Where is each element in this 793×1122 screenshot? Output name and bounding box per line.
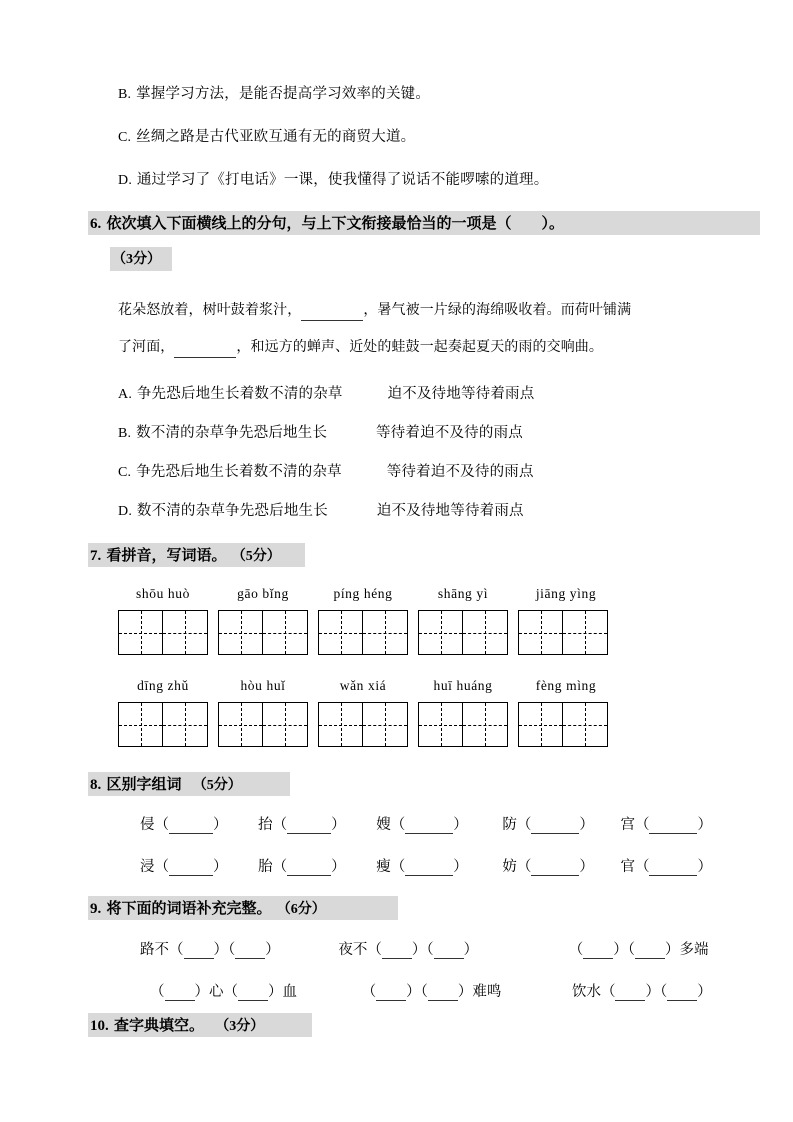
q8-blank[interactable]	[649, 817, 697, 834]
q7-pinyin-row1-3: píng héng	[333, 586, 393, 601]
q7-grid-cell[interactable]	[563, 611, 607, 654]
q6-option-a-col2: 迫不及待地等待着雨点	[387, 386, 535, 402]
question-8-sep: .	[97, 777, 102, 793]
q7-grid-cell[interactable]	[219, 703, 263, 746]
q5-option-d-text: 通过学习了《打电话》一课，使我懂得了说话不能啰嗦的道理。	[136, 172, 549, 188]
question-7-title: 看拼音，写词语。	[106, 546, 227, 564]
q9-idiom-1-pre: 路不	[140, 942, 169, 958]
q8-blank[interactable]	[405, 817, 453, 834]
q8-char: 嫂	[376, 817, 391, 833]
q9-blank[interactable]	[667, 984, 697, 1001]
q6-option-d-letter: D	[118, 504, 129, 519]
q6-option-c	[118, 460, 534, 481]
question-10-number: 10	[90, 1018, 105, 1034]
q5-option-c-letter: C	[118, 130, 128, 145]
q8-blank[interactable]	[405, 859, 453, 876]
q8-char: 防	[502, 817, 517, 833]
q7-grid-cell[interactable]	[163, 611, 207, 654]
q6-option-d-col1: 数不清的杂草争先恐后地生长	[136, 503, 328, 519]
q7-pinyin-row1-2: gāo bǐng	[237, 586, 289, 601]
q5-option-b	[118, 82, 430, 103]
q8-char: 侵	[140, 817, 155, 833]
q8-char: 宫	[620, 817, 635, 833]
q7-grid-row2-2[interactable]	[218, 702, 308, 747]
q6-option-c-letter: C	[118, 465, 128, 480]
q7-grid-cell[interactable]	[563, 703, 607, 746]
q9-idiom-4: （ ）心（ ）血	[150, 984, 297, 1000]
q7-pinyin-row2-1: dīng zhǔ	[137, 678, 189, 693]
q7-grid-row1-5[interactable]	[518, 610, 608, 655]
q9-idiom-6-pre: 饮水	[571, 984, 601, 1000]
q5-option-b-text: 掌握学习方法，是能否提高学习效率的关键。	[136, 86, 431, 102]
q9-idiom-6: 饮水（ ）（ ）	[571, 984, 712, 1000]
question-9-number: 9	[90, 901, 98, 917]
q8-item: 浸（ ）	[140, 859, 228, 875]
question-6-title: 依次填入下面横线上的分句，与上下文衔接最恰当的一项是（ ）。	[106, 214, 564, 232]
question-8-number: 8	[90, 777, 98, 793]
q6-passage-text-1b: ，暑气被一片绿的海绵吸收着。而荷叶铺满	[363, 302, 632, 318]
q8-item: 妨（ ）	[502, 859, 594, 875]
q9-idiom-5: （ ）（ ）难鸣	[361, 984, 502, 1000]
q6-passage-line-1	[118, 299, 631, 321]
q9-blank[interactable]	[635, 942, 665, 959]
q7-pinyin-row1-1: shōu huò	[136, 586, 190, 601]
q6-option-d-col2: 迫不及待地等待着雨点	[376, 503, 524, 519]
q6-option-c-col1: 争先恐后地生长着数不清的杂草	[136, 464, 342, 480]
question-9-score: （6分）	[276, 902, 326, 917]
q7-grid-cell[interactable]	[519, 611, 563, 654]
q7-grid-cell[interactable]	[263, 703, 307, 746]
q6-option-d-sep: .	[128, 504, 133, 519]
q9-blank[interactable]	[583, 942, 613, 959]
q8-row-1	[140, 813, 712, 834]
q7-grid-row2-3[interactable]	[318, 702, 408, 747]
question-7-sep: .	[97, 548, 102, 564]
q6-option-a-letter: A	[118, 387, 129, 402]
q8-item: 胎（ ）	[258, 859, 346, 875]
question-8-score: （5分）	[192, 778, 242, 793]
q6-option-a	[118, 382, 534, 403]
question-10-sep: .	[105, 1018, 109, 1034]
q6-blank-1	[301, 304, 363, 321]
q8-row-2	[140, 855, 712, 876]
q8-item: 防（ ）	[502, 817, 594, 833]
q7-pinyin-row1-5: jiāng yìng	[535, 586, 597, 601]
q7-pinyin-row2-3: wǎn xiá	[339, 678, 387, 693]
q7-grid-row1-2[interactable]	[218, 610, 308, 655]
q7-grid-cell[interactable]	[419, 703, 463, 746]
q9-idiom-3-post: 多端	[679, 942, 709, 958]
q5-option-b-sep: .	[127, 87, 132, 102]
q9-blank[interactable]	[165, 984, 195, 1001]
q8-char: 妨	[502, 859, 517, 875]
q7-grid-cell[interactable]	[319, 703, 363, 746]
q6-option-c-col2: 等待着迫不及待的雨点	[386, 464, 534, 480]
q8-blank[interactable]	[169, 859, 213, 876]
q8-blank[interactable]	[531, 817, 579, 834]
q9-idiom-1: 路不（ ）（ ）	[140, 942, 280, 958]
q7-grid-row2-1[interactable]	[118, 702, 208, 747]
q8-blank[interactable]	[169, 817, 213, 834]
question-7-header	[88, 543, 305, 567]
q9-idiom-5-post: 难鸣	[472, 984, 502, 1000]
q6-passage-text-1a: 花朵怒放着，树叶鼓着浆汁，	[118, 302, 302, 318]
q7-pinyin-row2-5: fèng mìng	[535, 678, 597, 693]
question-10-header	[88, 1013, 312, 1037]
q9-blank[interactable]	[376, 984, 406, 1001]
q5-option-c-sep: .	[127, 130, 132, 145]
q8-item: 嫂（ ）	[376, 817, 468, 833]
q7-grid-cell[interactable]	[463, 703, 507, 746]
q8-blank[interactable]	[531, 859, 579, 876]
q7-grid-cell[interactable]	[119, 703, 163, 746]
q7-grid-row1-3[interactable]	[318, 610, 408, 655]
question-6-header	[88, 211, 760, 235]
q6-option-a-col1: 争先恐后地生长着数不清的杂草	[136, 386, 343, 402]
q6-option-b	[118, 421, 523, 442]
q6-option-b-col2: 等待着迫不及待的雨点	[375, 425, 523, 441]
q6-blank-2	[174, 341, 236, 358]
q7-grid-cell[interactable]	[363, 703, 407, 746]
q6-option-c-sep: .	[127, 465, 132, 480]
q8-blank[interactable]	[287, 859, 331, 876]
q7-grid-cell[interactable]	[463, 611, 507, 654]
q6-option-a-sep: .	[128, 387, 133, 402]
q9-row-2	[150, 980, 712, 1001]
q8-item: 瘦（ ）	[376, 859, 468, 875]
question-7-score: （5分）	[231, 549, 281, 564]
q8-item: 抬（ ）	[258, 817, 346, 833]
q8-item: 侵（ ）	[140, 817, 228, 833]
q5-option-d-letter: D	[118, 173, 129, 188]
q9-idiom-2: 夜不（ ）（ ）	[338, 942, 479, 958]
question-8-header	[88, 772, 290, 796]
question-10-score: （3分）	[215, 1019, 265, 1034]
q7-grid-row2-4[interactable]	[418, 702, 508, 747]
q6-passage-text-2a: 了河面，	[118, 339, 175, 355]
q7-grid-row1-4[interactable]	[418, 610, 508, 655]
q7-grid-cell[interactable]	[163, 703, 207, 746]
q8-char: 瘦	[376, 859, 391, 875]
q7-grid-cell[interactable]	[419, 611, 463, 654]
question-10-title: 查字典填空。	[113, 1016, 204, 1034]
q7-grid-cell[interactable]	[363, 611, 407, 654]
question-9-sep: .	[97, 901, 102, 917]
q5-option-c	[118, 125, 415, 146]
q9-row-1	[140, 938, 708, 959]
q5-option-c-text: 丝绸之路是古代亚欧互通有无的商贸大道。	[136, 129, 416, 145]
q8-blank[interactable]	[649, 859, 697, 876]
q9-blank[interactable]	[235, 942, 265, 959]
q7-grid-cell[interactable]	[319, 611, 363, 654]
question-8-title: 区别字组词	[106, 775, 182, 793]
q5-option-d-sep: .	[128, 173, 133, 188]
q8-char: 抬	[258, 817, 273, 833]
q7-grid-cell[interactable]	[219, 611, 263, 654]
q7-grid-cell[interactable]	[263, 611, 307, 654]
q6-option-b-letter: B	[118, 426, 128, 441]
q6-option-b-sep: .	[127, 426, 132, 441]
q9-idiom-4-mid: 心	[209, 984, 224, 1000]
q7-pinyin-row1-4: shāng yì	[437, 586, 489, 601]
question-6-score-text: （3分）	[112, 252, 161, 267]
q5-option-b-letter: B	[118, 87, 128, 102]
q7-grid-row2-5[interactable]	[518, 702, 608, 747]
q7-grid-row1-1[interactable]	[118, 610, 208, 655]
q9-blank[interactable]	[238, 984, 268, 1001]
q6-option-d	[118, 499, 524, 520]
question-9-title: 将下面的词语补充完整。	[106, 899, 272, 917]
q6-passage-line-2	[118, 336, 603, 358]
q9-idiom-3: （ ）（ ）多端	[568, 942, 709, 958]
q7-pinyin-row2-2: hòu huǐ	[240, 678, 286, 693]
question-7-number: 7	[90, 548, 98, 564]
q9-idiom-2-pre: 夜不	[338, 942, 368, 958]
q8-item: 宫（ ）	[620, 817, 712, 833]
q9-blank[interactable]	[434, 942, 464, 959]
question-9-header	[88, 896, 398, 920]
q6-option-b-col1: 数不清的杂草争先恐后地生长	[136, 425, 328, 441]
q8-char: 官	[620, 859, 635, 875]
q7-grid-cell[interactable]	[519, 703, 563, 746]
q9-idiom-4-post: 血	[282, 984, 297, 1000]
q8-item: 官（ ）	[620, 859, 712, 875]
q6-passage-text-2b: ，和远方的蝉声、近处的蛙鼓一起奏起夏天的雨的交响曲。	[236, 339, 604, 355]
question-6-score	[110, 247, 172, 271]
q9-blank[interactable]	[382, 942, 412, 959]
q9-blank[interactable]	[184, 942, 214, 959]
q8-char: 胎	[258, 859, 273, 875]
question-6-number: 6	[90, 216, 98, 232]
q8-char: 浸	[140, 859, 155, 875]
q7-grid-cell[interactable]	[119, 611, 163, 654]
q9-blank[interactable]	[428, 984, 458, 1001]
q5-option-d	[118, 168, 548, 189]
q8-blank[interactable]	[287, 817, 331, 834]
question-6-sep: .	[97, 216, 102, 232]
q7-pinyin-row2-4: huī huáng	[433, 678, 493, 693]
q9-blank[interactable]	[615, 984, 645, 1001]
